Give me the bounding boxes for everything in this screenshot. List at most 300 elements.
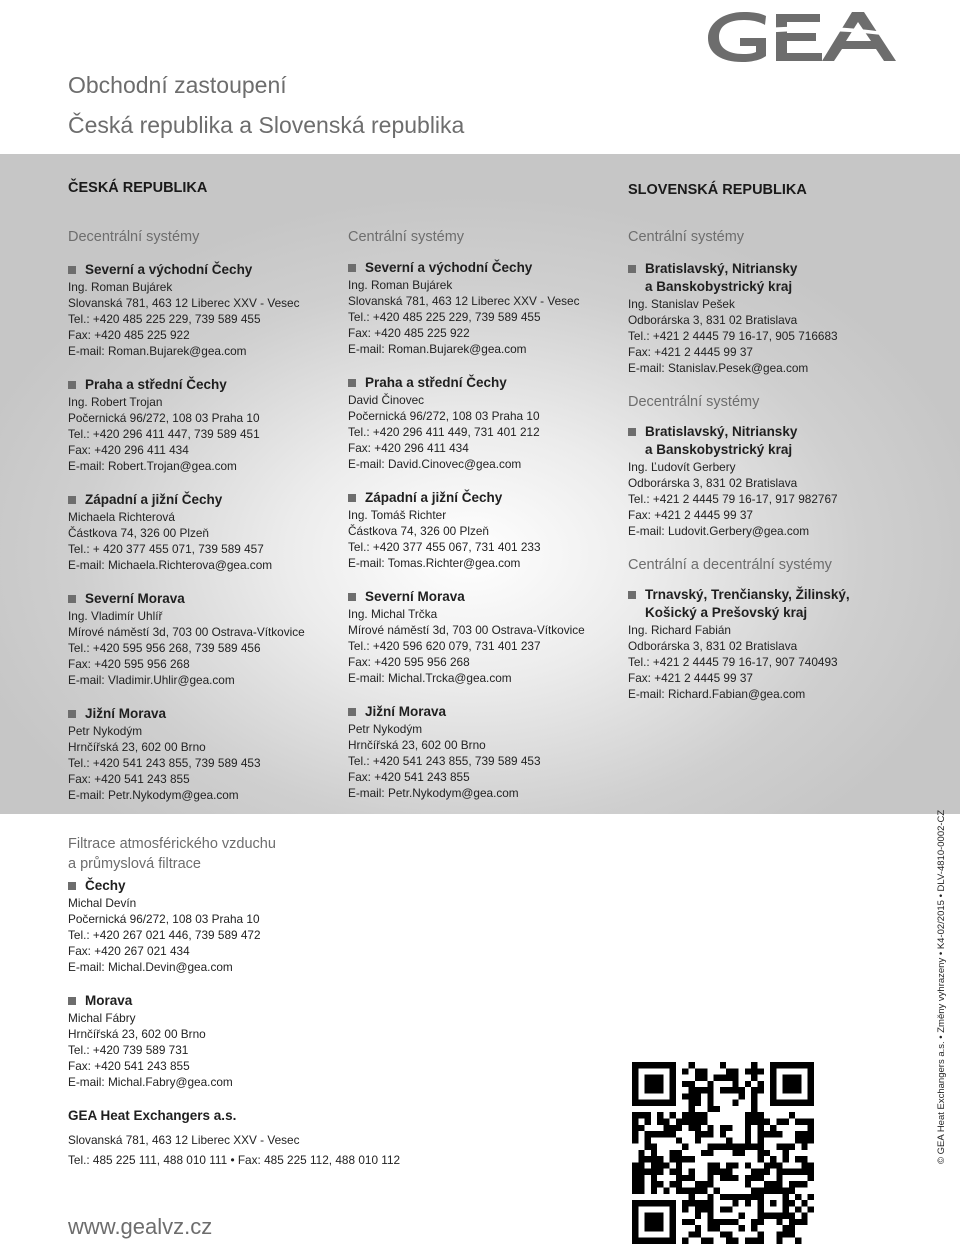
qr-module [751,1219,757,1225]
qr-module [682,1093,688,1099]
qr-module [707,1144,713,1150]
qr-module [632,1131,638,1137]
qr-module [701,1206,707,1212]
qr-module [682,1206,688,1212]
qr-module [783,1144,789,1150]
qr-module [726,1231,732,1237]
qr-module [739,1093,745,1099]
qr-module [651,1162,657,1168]
qr-module [789,1200,795,1206]
qr-module [751,1100,757,1106]
contact-line: Slovanská 781, 463 12 Liberec XXV - Vesec [348,294,580,308]
contact-line: Tel.: +421 2 4445 79 16-17, 907 740493 [628,655,838,669]
qr-module [795,1131,801,1137]
qr-module [676,1188,682,1194]
qr-module [726,1219,732,1225]
email-link[interactable]: E-mail: Petr.Nykodym@gea.com [68,788,239,802]
qr-module [732,1238,738,1244]
qr-module [751,1194,757,1200]
qr-module [801,1219,807,1225]
region-heading [68,376,338,394]
qr-module [688,1112,694,1118]
qr-module [808,1137,814,1143]
qr-module [789,1219,795,1225]
copyright-side-note: © GEA Heat Exchangers a.s. • Změny vyhrazeny • K4-02/2015 • DLV-4810-0002-CZ [936,809,947,1164]
qr-module [707,1087,713,1093]
qr-module [670,1150,676,1156]
qr-module [776,1144,782,1150]
qr-module [776,1219,782,1225]
country-heading-sk: SLOVENSKÁ REPUBLIKA [628,182,807,198]
qr-module [758,1131,764,1137]
qr-module [726,1087,732,1093]
region-name: Trnavský, Trenčiansky, Žilinský, Košický a Prešovský kraj [645,587,850,620]
qr-module [783,1156,789,1162]
qr-module [726,1194,732,1200]
contact-line: Tel.: +420 485 225 229, 739 589 455 [348,310,541,324]
square-bullet-icon [68,381,76,389]
qr-module [726,1075,732,1081]
qr-module [751,1144,757,1150]
qr-module [682,1118,688,1124]
contact-line: Fax: +420 595 956 268 [68,657,190,671]
square-bullet-icon [68,882,76,890]
sk-central-list [628,260,928,376]
company-address: Slovanská 781, 463 12 Liberec XXV - Vesec [68,1133,300,1147]
email-link[interactable]: E-mail: Vladimir.Uhlir@gea.com [68,673,235,687]
email-link[interactable]: E-mail: Michal.Devin@gea.com [68,960,233,974]
contact-line: Fax: +420 541 243 855 [68,772,190,786]
contact-line: Odborárska 3, 831 02 Bratislava [628,476,798,490]
region-heading [348,588,618,606]
qr-module [701,1118,707,1124]
filtration-column [68,877,368,1107]
qr-module [751,1075,757,1081]
qr-module [707,1131,713,1137]
qr-module [726,1144,732,1150]
qr-module [789,1181,795,1187]
qr-module [645,1118,651,1124]
qr-module [808,1206,814,1212]
qr-module [651,1175,657,1181]
qr-module [751,1068,757,1074]
contact-line: Ing. Michal Trčka [348,607,438,621]
contact-line: Fax: +420 267 021 434 [68,944,190,958]
square-bullet-icon [628,428,636,436]
qr-module [695,1112,701,1118]
contact-entry [68,261,338,359]
contact-line: Odborárska 3, 831 02 Bratislava [628,639,798,653]
qr-module [632,1118,638,1124]
qr-module [795,1169,801,1175]
qr-module [688,1081,694,1087]
contact-line: Tel.: +420 541 243 855, 739 589 453 [68,756,261,770]
contact-line: Ing. Roman Bujárek [68,280,173,294]
qr-module [720,1169,726,1175]
qr-module [751,1175,757,1181]
qr-module [695,1068,701,1074]
contact-line: Tel.: +420 739 589 731 [68,1043,189,1057]
qr-module [714,1169,720,1175]
filtration-title-line1: Filtrace atmosférického vzduchu [68,836,276,852]
qr-module [739,1225,745,1231]
qr-module [745,1131,751,1137]
cz-central-column [348,259,618,818]
qr-module [645,1131,651,1137]
qr-module [714,1144,720,1150]
contact-line: Tel.: +420 296 411 449, 731 401 212 [348,425,540,439]
company-contact: Tel.: 485 225 111, 488 010 111 • Fax: 485 225 112, 488 010 112 [68,1153,401,1167]
email-link[interactable]: E-mail: David.Cinovec@gea.com [348,457,522,471]
qr-module [682,1200,688,1206]
filtration-title-line2: a průmyslová filtrace [68,856,201,872]
region-heading [68,590,338,608]
page-title: Obchodní zastoupení [68,72,287,98]
qr-module [638,1150,644,1156]
qr-module [758,1087,764,1093]
region-name: Morava [85,993,133,1008]
email-link[interactable]: E-mail: Michaela.Richterova@gea.com [68,558,273,572]
contact-line: Částkova 74, 326 00 Plzeň [348,524,489,538]
qr-module [758,1231,764,1237]
qr-module [676,1162,682,1168]
qr-module [707,1238,713,1244]
qr-module [720,1219,726,1225]
qr-module [638,1169,644,1175]
email-link[interactable]: E-mail: Michal.Trcka@gea.com [348,671,512,685]
contact-line: Michal Fábry [68,1011,136,1025]
qr-module [682,1238,688,1244]
region-heading [68,992,368,1010]
logo-text [700,0,702,1]
qr-module [638,1112,644,1118]
qr-module [707,1162,713,1168]
contact-entry [68,376,338,474]
qr-module [638,1125,644,1131]
qr-module [707,1219,713,1225]
square-bullet-icon [348,264,356,272]
qr-module [701,1075,707,1081]
contact-entry [68,491,338,573]
contact-entry [348,259,618,357]
qr-module [783,1118,789,1124]
qr-module [801,1200,807,1206]
region-name: Jižní Morava [365,704,447,719]
qr-module [783,1231,789,1237]
qr-module [638,1181,644,1187]
qr-module [688,1219,694,1225]
qr-module [701,1131,707,1137]
qr-module [670,1156,676,1162]
qr-module [670,1181,676,1187]
qr-module [707,1200,713,1206]
qr-module [682,1156,688,1162]
region-heading [348,374,618,392]
qr-module [645,1169,651,1175]
qr-module [789,1169,795,1175]
region-heading [628,260,928,296]
qr-module [726,1169,732,1175]
qr-module [789,1225,795,1231]
qr-module [732,1162,738,1168]
region-heading [348,489,618,507]
qr-module [651,1131,657,1137]
qr-module [688,1093,694,1099]
qr-finder-inner [645,1075,664,1094]
contact-line: Fax: +421 2 4445 99 37 [628,671,753,685]
email-link[interactable]: E-mail: Roman.Bujarek@gea.com [348,342,527,356]
qr-module [789,1213,795,1219]
qr-module [732,1075,738,1081]
qr-module [776,1175,782,1181]
square-bullet-icon [348,593,356,601]
qr-module [789,1231,795,1237]
qr-module [726,1206,732,1212]
section-title-cz-decentral: Decentrální systémy [68,229,200,245]
website-link[interactable]: www.gealvz.cz [68,1214,213,1239]
qr-module [651,1181,657,1187]
email-link[interactable]: E-mail: Petr.Nykodym@gea.com [348,786,519,800]
qr-module [795,1156,801,1162]
qr-module [801,1213,807,1219]
qr-module [714,1106,720,1112]
qr-module [801,1169,807,1175]
qr-module [707,1225,713,1231]
qr-module [789,1144,795,1150]
qr-module [751,1238,757,1244]
qr-module [732,1068,738,1074]
qr-module [695,1225,701,1231]
qr-module [801,1144,807,1150]
qr-module [707,1206,713,1212]
qr-module [770,1162,776,1168]
qr-module [695,1125,701,1131]
contact-line: Počernická 96/272, 108 03 Praha 10 [68,912,260,926]
contact-line: Ing. Roman Bujárek [348,278,453,292]
qr-module [801,1181,807,1187]
qr-module [701,1188,707,1194]
region-name: Severní Morava [365,589,465,604]
contact-line: Fax: +420 541 243 855 [348,770,470,784]
contact-entry [628,586,928,702]
cz-decentral-column [68,261,338,820]
qr-module [801,1118,807,1124]
qr-module [770,1181,776,1187]
qr-module [632,1112,638,1118]
contact-line: Mírové náměstí 3d, 703 00 Ostrava-Vítkovice [348,623,585,637]
qr-module [688,1106,694,1112]
qr-module [726,1125,732,1131]
contact-line: Hrnčířská 23, 602 00 Brno [348,738,486,752]
region-heading [68,877,368,895]
contact-line: Tel.: +420 377 455 067, 731 401 233 [348,540,541,554]
qr-module [720,1144,726,1150]
contact-line: Počernická 96/272, 108 03 Praha 10 [348,409,540,423]
qr-module [695,1231,701,1237]
qr-module [632,1169,638,1175]
qr-module [739,1194,745,1200]
contact-line: Počernická 96/272, 108 03 Praha 10 [68,411,260,425]
qr-module [645,1137,651,1143]
contact-line: Fax: +421 2 4445 99 37 [628,345,753,359]
qr-module [732,1081,738,1087]
contact-line: Fax: +420 296 411 434 [348,441,469,455]
qr-module [707,1175,713,1181]
gea-logo [700,4,900,68]
qr-module [707,1181,713,1187]
contact-line: David Činovec [348,393,425,407]
qr-module [701,1150,707,1156]
qr-module [732,1200,738,1206]
square-bullet-icon [628,591,636,599]
section-title-sk-decentral: Decentrální systémy [628,394,760,410]
qr-module [745,1175,751,1181]
qr-module [632,1188,638,1194]
qr-module [770,1156,776,1162]
qr-module [714,1219,720,1225]
qr-module [707,1125,713,1131]
qr-module [751,1106,757,1112]
contact-line: Tel.: +420 541 243 855, 739 589 453 [348,754,541,768]
qr-module [808,1131,814,1137]
qr-module [676,1169,682,1175]
qr-module [688,1062,694,1068]
qr-module [758,1125,764,1131]
contact-line: Ing. Tomáš Richter [348,508,447,522]
square-bullet-icon [68,997,76,1005]
qr-module [720,1206,726,1212]
qr-module [663,1162,669,1168]
qr-module [657,1112,663,1118]
qr-module [770,1131,776,1137]
qr-module [751,1112,757,1118]
contact-line: Hrnčířská 23, 602 00 Brno [68,740,206,754]
qr-module [682,1144,688,1150]
qr-module [688,1188,694,1194]
qr-module [695,1213,701,1219]
qr-module [695,1100,701,1106]
region-heading [68,261,338,279]
email-link[interactable]: E-mail: Robert.Trojan@gea.com [68,459,237,473]
country-heading-cz: ČESKÁ REPUBLIKA [68,180,208,196]
qr-module [676,1137,682,1143]
qr-module [638,1156,644,1162]
square-bullet-icon [628,265,636,273]
qr-module [745,1081,751,1087]
email-link[interactable]: E-mail: Ludovit.Gerbery@gea.com [628,524,810,538]
qr-module [720,1131,726,1137]
contact-line: Fax: +420 485 225 922 [348,326,470,340]
qr-module [745,1112,751,1118]
region-heading [348,259,618,277]
qr-module [764,1118,770,1124]
qr-module [745,1137,751,1143]
qr-module [682,1175,688,1181]
qr-module [726,1175,732,1181]
qr-module [670,1131,676,1137]
qr-module [720,1087,726,1093]
qr-module [764,1162,770,1168]
qr-module [701,1068,707,1074]
qr-module [751,1225,757,1231]
contact-entry [68,877,368,975]
qr-module [801,1137,807,1143]
qr-module [770,1125,776,1131]
qr-module [663,1131,669,1137]
qr-module [808,1169,814,1175]
region-name: Jižní Morava [85,706,167,721]
qr-module [726,1137,732,1143]
qr-module [801,1156,807,1162]
qr-module [688,1200,694,1206]
sk-decentral-list [628,423,928,539]
contact-line: Tel.: +420 296 411 447, 739 589 451 [68,427,260,441]
contact-line: Tel.: +420 485 225 229, 739 589 455 [68,312,261,326]
qr-module [657,1131,663,1137]
qr-module [670,1125,676,1131]
qr-module [751,1093,757,1099]
qr-module [751,1118,757,1124]
qr-module [707,1106,713,1112]
qr-module [688,1231,694,1237]
contact-line: Petr Nykodým [348,722,423,736]
qr-module [776,1131,782,1137]
region-name: Bratislavský, Nitriansky a Banskobystrický kraj [645,261,798,294]
qr-module [776,1162,782,1168]
qr-module [676,1156,682,1162]
contact-entry [628,260,928,376]
qr-module [776,1169,782,1175]
square-bullet-icon [68,266,76,274]
qr-module [808,1118,814,1124]
region-heading [348,703,618,721]
region-name: Západní a jižní Čechy [85,492,223,507]
contact-line: Slovanská 781, 463 12 Liberec XXV - Vesec [68,296,300,310]
filtration-title [68,834,276,874]
qr-module [714,1162,720,1168]
section-title-sk-mixed: Centrální a decentrální systémy [628,557,832,573]
section-title-cz-central: Centrální systémy [348,229,465,245]
email-link[interactable]: E-mail: Tomas.Richter@gea.com [348,556,521,570]
contact-line: Fax: +421 2 4445 99 37 [628,508,753,522]
qr-module [764,1150,770,1156]
email-link[interactable]: E-mail: Richard.Fabian@gea.com [628,687,806,701]
qr-module [726,1238,732,1244]
qr-module [663,1118,669,1124]
email-link[interactable]: E-mail: Roman.Bujarek@gea.com [68,344,247,358]
contact-line: Michal Devín [68,896,137,910]
email-link[interactable]: E-mail: Michal.Fabry@gea.com [68,1075,233,1089]
qr-module [795,1181,801,1187]
qr-module [714,1188,720,1194]
qr-module [632,1175,638,1181]
qr-module [776,1181,782,1187]
qr-module [651,1188,657,1194]
qr-module [758,1150,764,1156]
qr-module [695,1118,701,1124]
qr-module [720,1175,726,1181]
qr-module [764,1169,770,1175]
qr-module [645,1144,651,1150]
qr-module [695,1137,701,1143]
qr-module [745,1068,751,1074]
qr-module [651,1169,657,1175]
qr-module [632,1137,638,1143]
region-heading [68,705,338,723]
qr-module [714,1225,720,1231]
email-link[interactable]: E-mail: Stanislav.Pesek@gea.com [628,361,809,375]
qr-module [795,1118,801,1124]
